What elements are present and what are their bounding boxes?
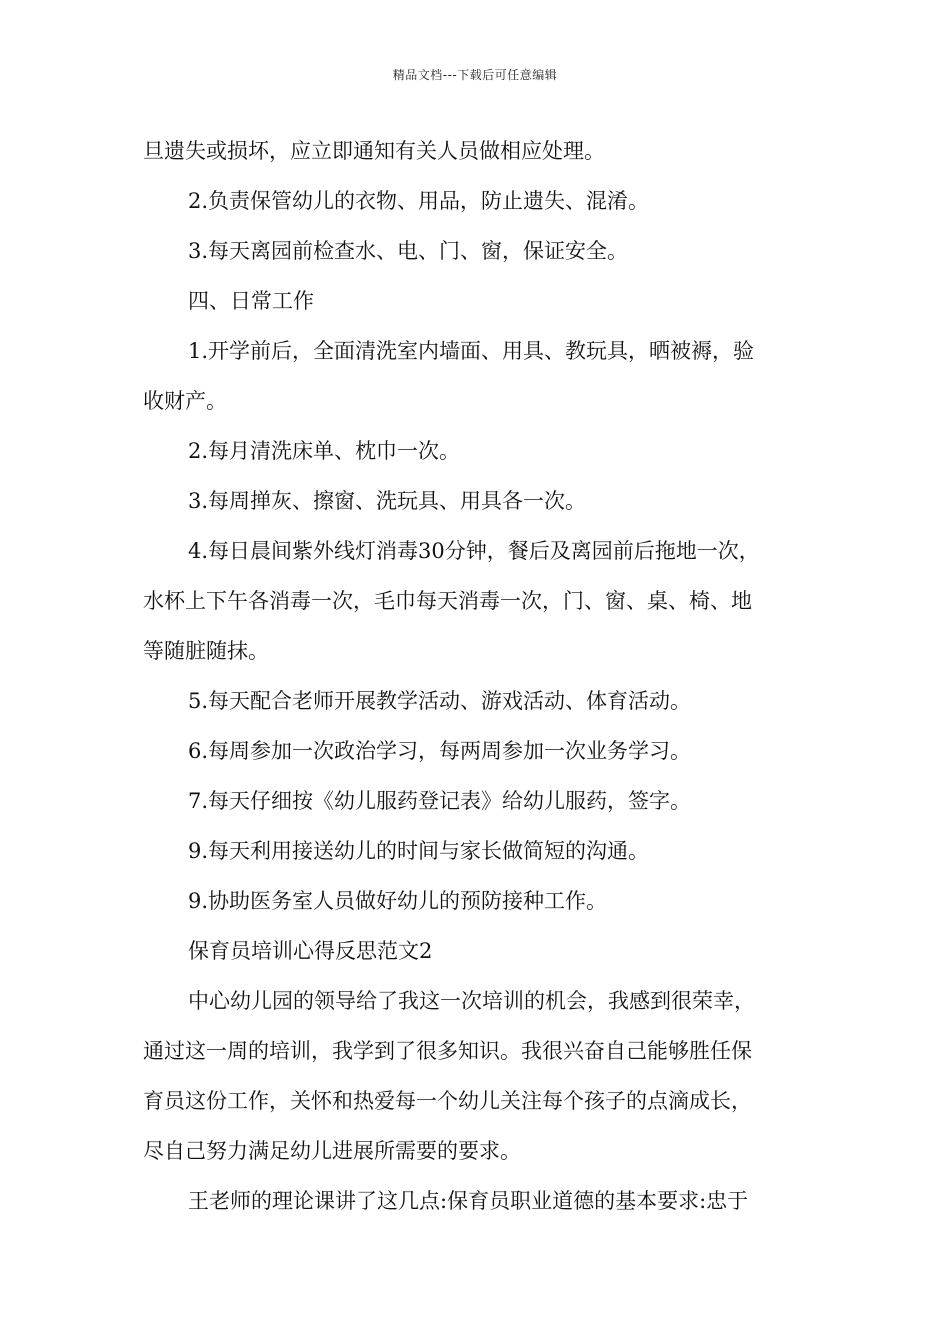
text-line: 9.每天利用接送幼儿的时间与家长做简短的沟通。 xyxy=(188,839,650,863)
text-line: 水杯上下午各消毒一次，毛巾每天消毒一次，门、窗、桌、椅、地 xyxy=(143,589,752,613)
text-line: 4.每日晨间紫外线灯消毒30分钟，餐后及离园前后拖地一次， xyxy=(188,539,760,563)
text-line: 2.每月清洗床单、枕巾一次。 xyxy=(188,439,461,463)
text-line: 育员这份工作，关怀和热爱每一个幼儿关注每个孩子的点滴成长， xyxy=(143,1089,752,1113)
text-line: 保育员培训心得反思范文2 xyxy=(188,939,433,963)
text-line: 尽自己努力满足幼儿进展所需要的要求。 xyxy=(143,1139,521,1163)
text-line: 9.协助医务室人员做好幼儿的预防接种工作。 xyxy=(188,889,608,913)
page-header: 精品文档---下载后可任意编辑 xyxy=(392,68,558,82)
text-line: 旦遗失或损坏，应立即通知有关人员做相应处理。 xyxy=(143,139,605,163)
text-line: 3.每天离园前检查水、电、门、窗，保证安全。 xyxy=(188,239,629,263)
text-line: 1.开学前后，全面清洗室内墙面、用具、教玩具，晒被褥，验 xyxy=(188,339,755,363)
text-line: 四、日常工作 xyxy=(188,289,314,313)
document-body xyxy=(143,126,811,1226)
text-line: 7.每天仔细按《幼儿服药登记表》给幼儿服药，签字。 xyxy=(188,789,692,813)
text-line: 王老师的理论课讲了这几点:保育员职业道德的基本要求:忠于 xyxy=(188,1189,749,1213)
text-line: 等随脏随抹。 xyxy=(143,639,269,663)
text-line: 5.每天配合老师开展教学活动、游戏活动、体育活动。 xyxy=(188,689,692,713)
text-line: 6.每周参加一次政治学习，每两周参加一次业务学习。 xyxy=(188,739,692,763)
text-line: 2.负责保管幼儿的衣物、用品，防止遗失、混淆。 xyxy=(188,189,650,213)
text-line: 3.每周掸灰、擦窗、洗玩具、用具各一次。 xyxy=(188,489,587,513)
text-line: 中心幼儿园的领导给了我这一次培训的机会，我感到很荣幸， xyxy=(188,989,755,1013)
text-line: 收财产。 xyxy=(143,389,227,413)
text-line: 通过这一周的培训，我学到了很多知识。我很兴奋自己能够胜任保 xyxy=(143,1039,752,1063)
